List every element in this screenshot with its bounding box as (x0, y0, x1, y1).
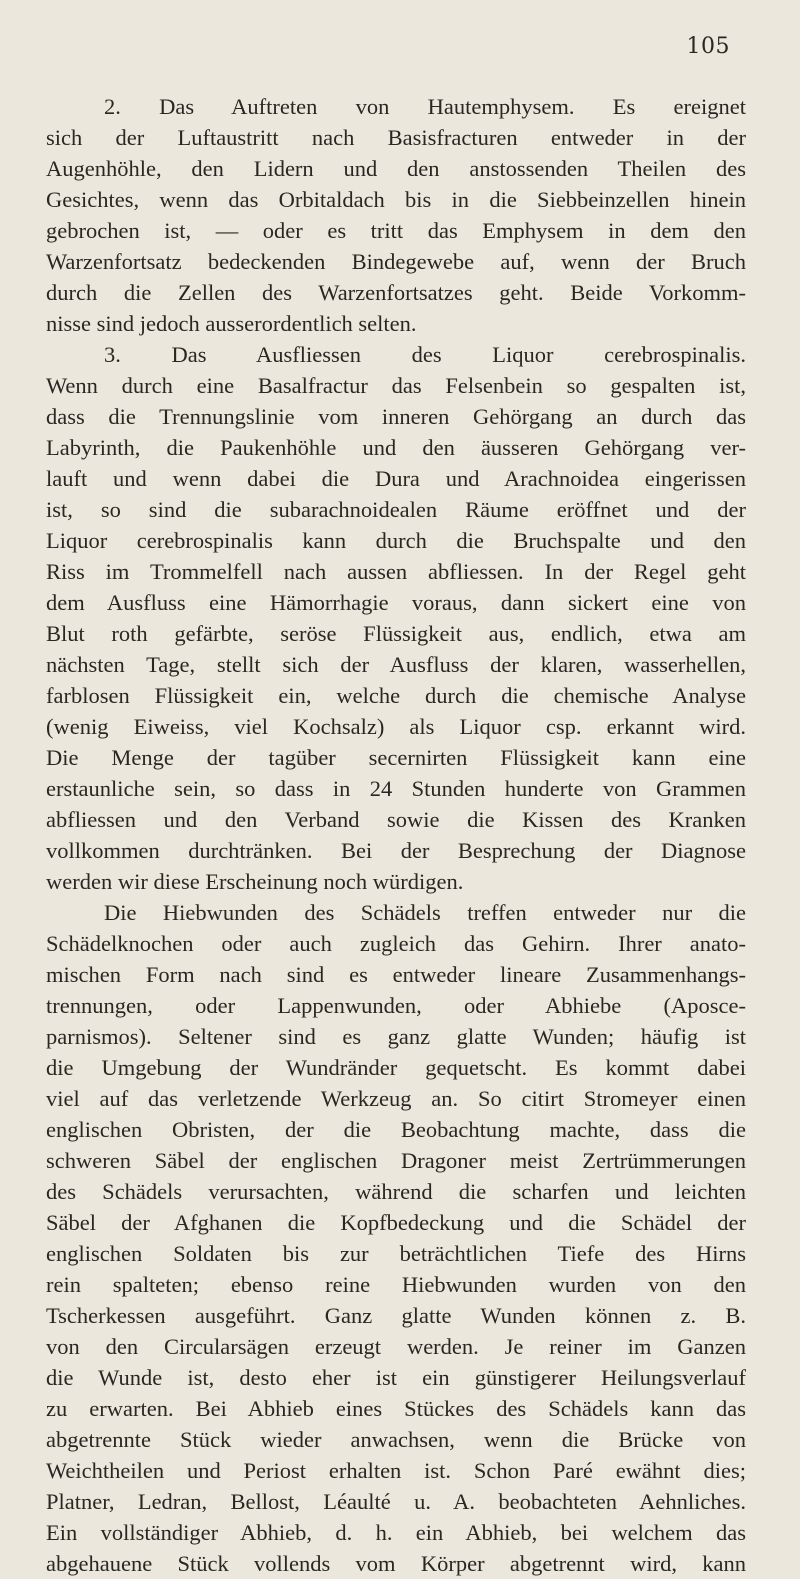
text-line: Gesichtes, wenn das Orbitaldach bis in die Siebbeinzellen hinein (46, 187, 746, 212)
text-line: trennungen, oder Lappenwunden, oder Abhiebe (Aposce- (46, 993, 746, 1018)
text-line: zu erwarten. Bei Abhieb eines Stückes des Schädels kann das (46, 1396, 746, 1421)
text-line: englischen Soldaten bis zur beträchtlichen Tiefe des Hirns (46, 1241, 746, 1266)
text-line: abfliessen und den Verband sowie die Kissen des Kranken (46, 807, 746, 832)
text-line: Blut roth gefärbte, seröse Flüssigkeit aus, endlich, etwa am (46, 621, 746, 646)
text-line: Liquor cerebrospinalis kann durch die Bruchspalte und den (46, 528, 746, 553)
body-text (46, 91, 746, 1579)
text-line: parnismos). Seltener sind es ganz glatte Wunden; häufig ist (46, 1024, 746, 1049)
text-line: durch die Zellen des Warzenfortsatzes geht. Beide Vorkomm- (46, 280, 746, 305)
text-line: Schädelknochen oder auch zugleich das Gehirn. Ihrer anato- (46, 931, 746, 956)
text-line: englischen Obristen, der die Beobachtung machte, dass die (46, 1117, 746, 1142)
text-line: vollkommen durchtränken. Bei der Besprechung der Diagnose (46, 838, 746, 863)
text-line: 3. Das Ausfliessen des Liquor cerebrospinalis. (104, 342, 746, 367)
text-line: ist, so sind die subarachnoidealen Räume eröffnet und der (46, 497, 746, 522)
text-line: nächsten Tage, stellt sich der Ausfluss der klaren, wasserhellen, (46, 652, 746, 677)
text-line: schweren Säbel der englischen Dragoner meist Zertrümmerungen (46, 1148, 746, 1173)
text-line: Warzenfortsatz bedeckenden Bindegewebe auf, wenn der Bruch (46, 249, 746, 274)
text-line: Die Menge der tagüber secernirten Flüssigkeit kann eine (46, 745, 746, 770)
text-line: Säbel der Afghanen die Kopfbedeckung und die Schädel der (46, 1210, 746, 1235)
text-line: dem Ausfluss eine Hämorrhagie voraus, dann sickert eine von (46, 590, 746, 615)
text-line: werden wir diese Erscheinung noch würdigen. (46, 869, 464, 894)
page-number: 105 (686, 34, 730, 59)
text-line: rein spalteten; ebenso reine Hiebwunden wurden von den (46, 1272, 746, 1297)
text-line: dass die Trennungslinie vom inneren Gehörgang an durch das (46, 404, 746, 429)
text-line: gebrochen ist, — oder es tritt das Emphysem in dem den (46, 218, 746, 243)
text-line: Augenhöhle, den Lidern und den anstossenden Theilen des (46, 156, 746, 181)
text-line: viel auf das verletzende Werkzeug an. So citirt Stromeyer einen (46, 1086, 746, 1111)
text-line: Wenn durch eine Basalfractur das Felsenbein so gespalten ist, (46, 373, 746, 398)
text-line: die Umgebung der Wundränder gequetscht. Es kommt dabei (46, 1055, 746, 1080)
text-line: 2. Das Auftreten von Hautemphysem. Es ereignet (104, 94, 746, 119)
text-line: farblosen Flüssigkeit ein, welche durch die chemische Analyse (46, 683, 746, 708)
text-line: mischen Form nach sind es entweder lineare Zusammenhangs- (46, 962, 746, 987)
text-line: Riss im Trommelfell nach aussen abfliessen. In der Regel geht (46, 559, 746, 584)
text-line: von den Circularsägen erzeugt werden. Je reiner im Ganzen (46, 1334, 746, 1359)
text-line: sich der Luftaustritt nach Basisfracturen entweder in der (46, 125, 746, 150)
text-line: Labyrinth, die Paukenhöhle und den äusseren Gehörgang ver- (46, 435, 746, 460)
text-line: Tscherkessen ausgeführt. Ganz glatte Wunden können z. B. (46, 1303, 746, 1328)
text-line: abgetrennte Stück wieder anwachsen, wenn die Brücke von (46, 1427, 746, 1452)
text-line: Platner, Ledran, Bellost, Léaulté u. A. beobachteten Aehnliches. (46, 1489, 746, 1514)
text-line: erstaunliche sein, so dass in 24 Stunden hunderte von Grammen (46, 776, 746, 801)
text-line: die Wunde ist, desto eher ist ein günstigerer Heilungsverlauf (46, 1365, 746, 1390)
text-line: nisse sind jedoch ausserordentlich selten. (46, 311, 417, 336)
text-line: Ein vollständiger Abhieb, d. h. ein Abhieb, bei welchem das (46, 1520, 746, 1545)
text-line: lauft und wenn dabei die Dura und Arachnoidea eingerissen (46, 466, 746, 491)
text-line: des Schädels verursachten, während die scharfen und leichten (46, 1179, 746, 1204)
text-line: (wenig Eiweiss, viel Kochsalz) als Liquor csp. erkannt wird. (46, 714, 746, 739)
text-line: abgehauene Stück vollends vom Körper abgetrennt wird, kann (46, 1551, 746, 1576)
text-line: Die Hiebwunden des Schädels treffen entweder nur die (104, 900, 746, 925)
text-line: Weichtheilen und Periost erhalten ist. Schon Paré ewähnt dies; (46, 1458, 746, 1483)
